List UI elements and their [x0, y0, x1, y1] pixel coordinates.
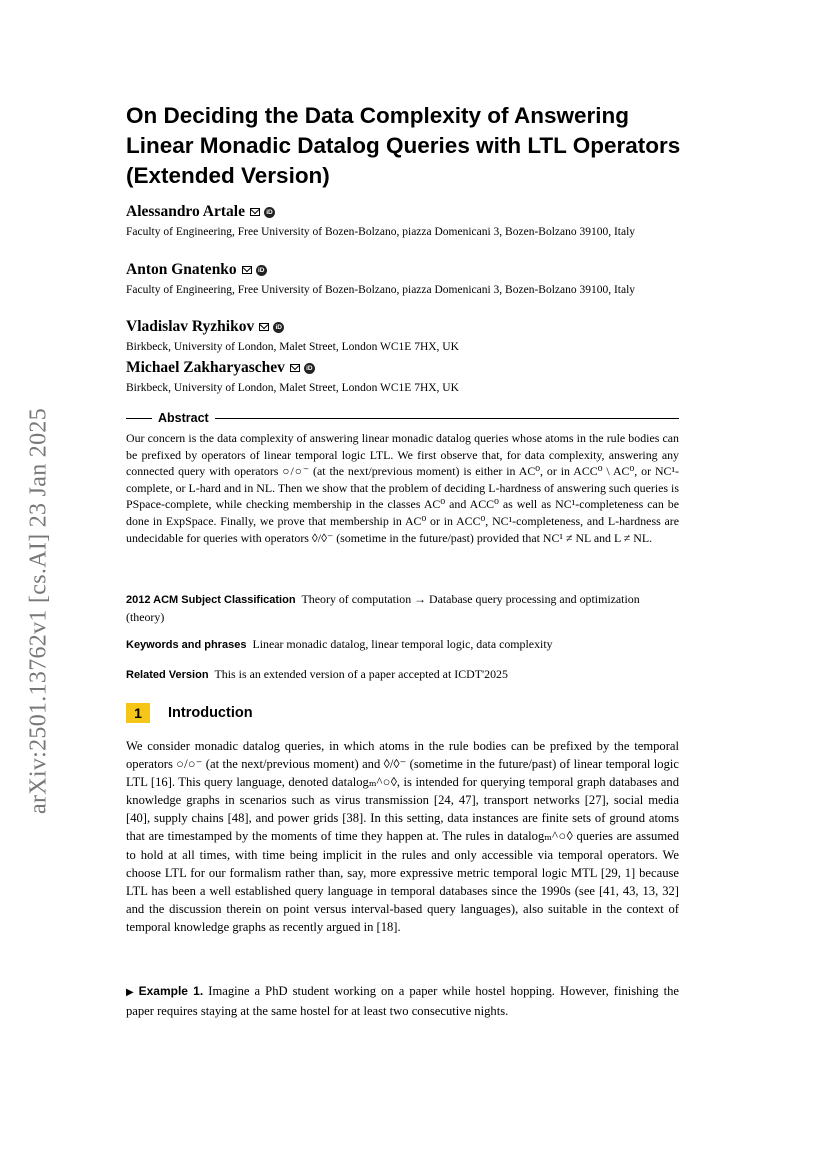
author-affiliation: Birkbeck, University of London, Malet Street, London WC1E 7HX, UK — [126, 382, 459, 394]
acm-classification — [126, 591, 679, 625]
section-title: Introduction — [168, 705, 253, 721]
author-3 — [126, 317, 686, 356]
related-version — [126, 666, 679, 684]
orcid-icon[interactable]: iD — [256, 265, 267, 276]
author-name: Anton Gnatenko — [126, 261, 237, 278]
email-icon[interactable] — [259, 323, 269, 331]
author-1 — [126, 202, 686, 241]
arxiv-sidebar — [25, 375, 52, 847]
paper-title: On Deciding the Data Complexity of Answering Linear Monadic Datalog Queries with LTL Operators (Extended Version) — [126, 103, 681, 188]
orcid-icon[interactable]: iD — [273, 322, 284, 333]
section-number: 1 — [126, 703, 150, 723]
email-icon[interactable] — [250, 208, 260, 216]
intro-paragraph: We consider monadic datalog queries, in which atoms in the rule bodies can be prefixed by the temporal operators ○/○⁻ (at the next/previous moment) and ◊/◊⁻ (sometime in the future/past) of linear temporal logic LTL [16]. This query language, denoted datalogₘ^○◊, is intended for querying temporal graph databases and knowledge graphs in scenarios such as virus transmission [24, 47], transport networks [27], social media [40], supply chains [48], and power grids [38]. In this setting, data instances are finite sets of ground atoms that are timestamped by the moments of time they happen at. The rules in datalogₘ^○◊ queries are assumed to hold at all times, with time being implicit in the rules and only accessible via temporal operators. We choose LTL for our formalism rather than, say, more expressive metric temporal logic MTL [29, 1] because LTL has been a well established query language in temporal databases since the 1990s (see [41, 43, 13, 32] and the discussion therein on point versus interval-based query languages), also suitable in the context of temporal knowledge graphs as recently argued in [18]. — [126, 739, 679, 934]
orcid-icon[interactable]: iD — [304, 363, 315, 374]
author-affiliation: Birkbeck, University of London, Malet Street, London WC1E 7HX, UK — [126, 341, 459, 353]
email-icon[interactable] — [290, 364, 300, 372]
abstract-label: Abstract — [158, 411, 209, 425]
author-2 — [126, 260, 686, 299]
author-4 — [126, 358, 686, 397]
abstract-text: Our concern is the data complexity of answering linear monadic datalog queries whose atoms in the rule bodies can be prefixed by operators of linear temporal logic LTL. We first observe that, for data complexity, answering any connected query with operators ○/○⁻ (at the next/previous moment) is either in AC⁰, or in ACC⁰ \ AC⁰, or NC¹-complete, or L-hard and in NL. Then we show that the problem of deciding L-hardness of answering such queries is PSpace-complete, while checking membership in the classes AC⁰ and ACC⁰ as well as NC¹-completeness can be done in ExpSpace. Finally, we prove that membership in AC⁰ or in ACC⁰, NC¹-completeness, and L-hardness are undecidable for queries with operators ◊/◊⁻ (sometime in the future/past) provided that NC¹ ≠ NL and L ≠ NL. — [126, 431, 679, 545]
keywords-text: Linear monadic datalog, linear temporal logic, data complexity — [252, 637, 553, 651]
author-name: Vladislav Ryzhikov — [126, 318, 255, 335]
example-paragraph — [126, 982, 679, 1020]
related-text: This is an extended version of a paper accepted at ICDT'2025 — [214, 667, 508, 681]
orcid-icon[interactable]: iD — [264, 207, 275, 218]
section-heading — [126, 702, 253, 724]
triangle-marker-icon: ▶ — [126, 987, 136, 998]
author-affiliation: Faculty of Engineering, Free University of Bozen-Bolzano, piazza Domenicani 3, Bozen-Bolzano 39100, Italy — [126, 226, 636, 238]
author-name: Michael Zakharyaschev — [126, 359, 285, 376]
email-icon[interactable] — [242, 266, 252, 274]
author-affiliation: Faculty of Engineering, Free University of Bozen-Bolzano, piazza Domenicani 3, Bozen-Bolzano 39100, Italy — [126, 284, 636, 296]
author-name: Alessandro Artale — [126, 203, 245, 220]
acm-label: 2012 ACM Subject Classification — [126, 594, 296, 606]
abstract-heading — [126, 409, 679, 427]
keywords-label: Keywords and phrases — [126, 639, 247, 651]
example-label: Example 1. — [138, 984, 204, 998]
related-label: Related Version — [126, 669, 209, 681]
acm-text: Theory of computation → Database query processing and optimization (theory) — [126, 592, 640, 624]
keywords — [126, 636, 679, 654]
example-text: Imagine a PhD student working on a paper while hostel hopping. However, finishing the paper requires staying at the same hostel for at least two consecutive nights. — [126, 984, 680, 1019]
arxiv-identifier: arXiv:2501.13762v1 [cs.AI] 23 Jan 2025 — [25, 407, 52, 815]
